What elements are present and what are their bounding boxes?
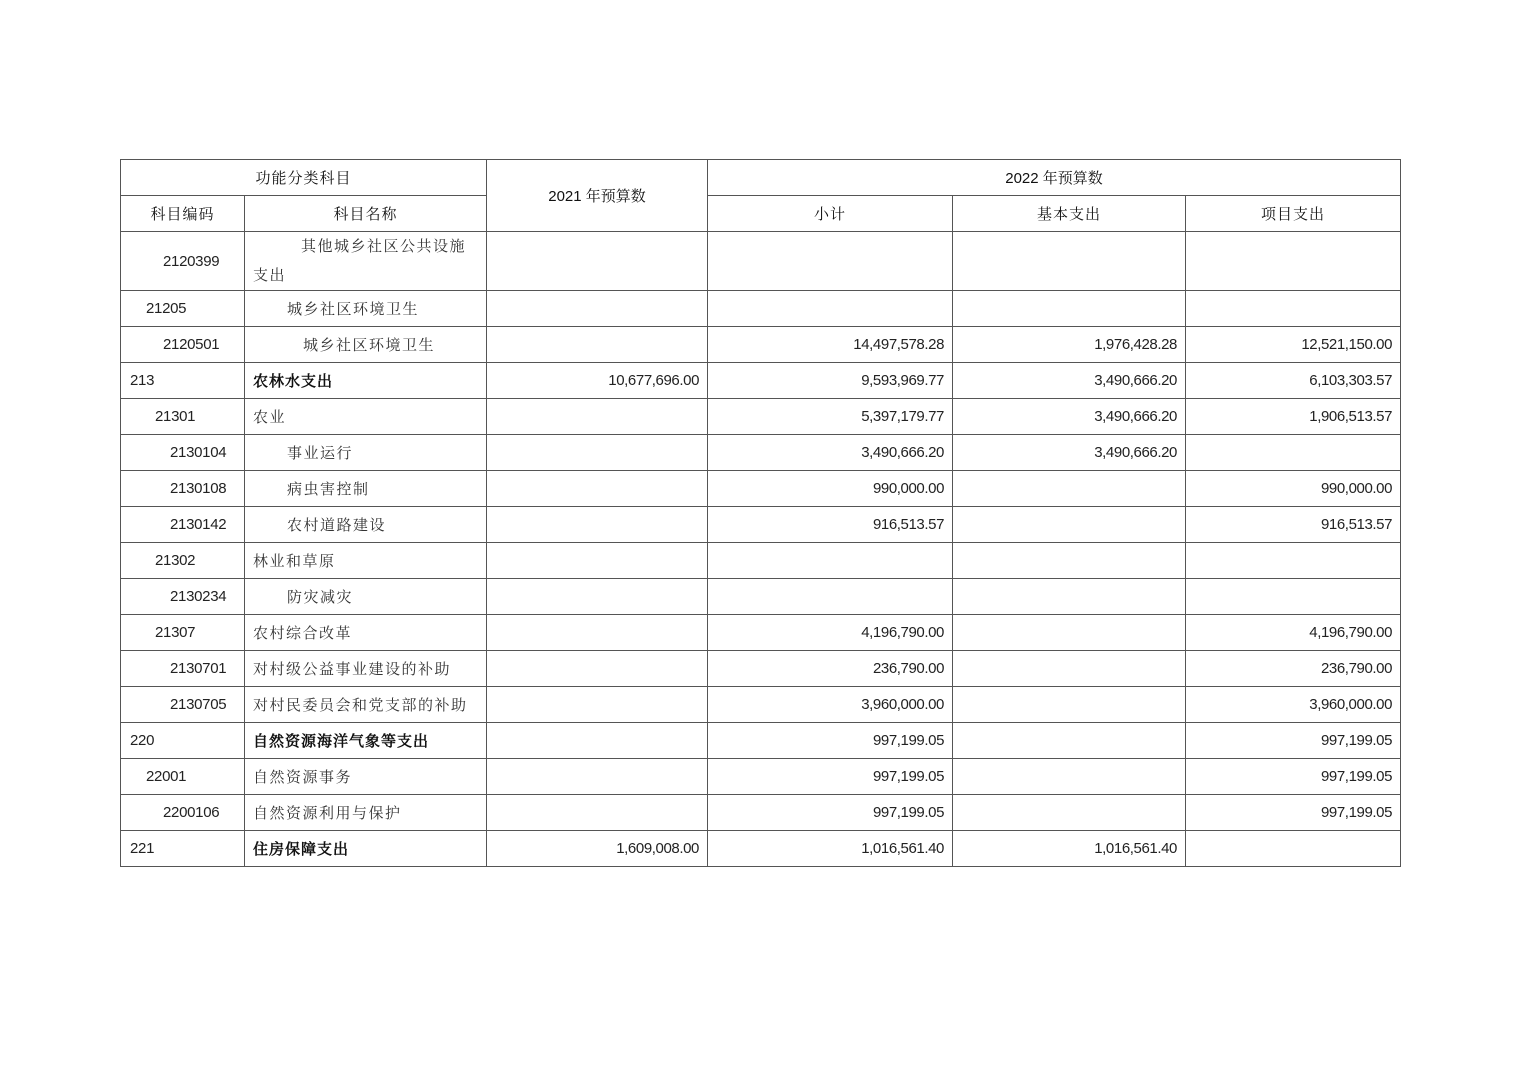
row-basic: 3,490,666.20	[953, 399, 1186, 435]
row-name: 其他城乡社区公共设施支出	[245, 232, 487, 291]
row-project	[1186, 435, 1401, 471]
row-name: 农业	[245, 399, 487, 435]
row-budget-2021	[487, 687, 708, 723]
table-row	[121, 435, 1401, 471]
header-basic: 基本支出	[953, 196, 1186, 232]
row-budget-2021	[487, 435, 708, 471]
row-project: 997,199.05	[1186, 795, 1401, 831]
row-budget-2021	[487, 507, 708, 543]
row-project	[1186, 831, 1401, 867]
row-basic: 3,490,666.20	[953, 363, 1186, 399]
header-subtotal: 小计	[708, 196, 953, 232]
row-code: 2130142	[121, 507, 245, 543]
table-row	[121, 579, 1401, 615]
row-project: 4,196,790.00	[1186, 615, 1401, 651]
row-budget-2021	[487, 579, 708, 615]
table-row	[121, 507, 1401, 543]
row-project	[1186, 291, 1401, 327]
row-subtotal	[708, 291, 953, 327]
row-basic	[953, 471, 1186, 507]
row-subtotal: 236,790.00	[708, 651, 953, 687]
table-row	[121, 327, 1401, 363]
row-project: 236,790.00	[1186, 651, 1401, 687]
header-code: 科目编码	[121, 196, 245, 232]
row-project: 3,960,000.00	[1186, 687, 1401, 723]
row-budget-2021	[487, 723, 708, 759]
row-code: 2130701	[121, 651, 245, 687]
row-project: 990,000.00	[1186, 471, 1401, 507]
row-project: 916,513.57	[1186, 507, 1401, 543]
row-budget-2021	[487, 795, 708, 831]
row-budget-2021	[487, 615, 708, 651]
row-code: 2130108	[121, 471, 245, 507]
row-project: 997,199.05	[1186, 723, 1401, 759]
row-name: 自然资源海洋气象等支出	[245, 723, 487, 759]
row-subtotal: 3,960,000.00	[708, 687, 953, 723]
row-code: 2120399	[121, 232, 245, 291]
row-code: 21205	[121, 291, 245, 327]
row-name: 住房保障支出	[245, 831, 487, 867]
row-project	[1186, 579, 1401, 615]
row-basic: 1,976,428.28	[953, 327, 1186, 363]
header-budget-2022: 2022 年预算数	[708, 160, 1401, 196]
row-basic	[953, 795, 1186, 831]
row-basic	[953, 579, 1186, 615]
row-basic: 1,016,561.40	[953, 831, 1186, 867]
table-row	[121, 363, 1401, 399]
row-subtotal: 14,497,578.28	[708, 327, 953, 363]
row-code: 2130705	[121, 687, 245, 723]
row-basic	[953, 723, 1186, 759]
row-subtotal: 4,196,790.00	[708, 615, 953, 651]
row-basic: 3,490,666.20	[953, 435, 1186, 471]
row-name: 城乡社区环境卫生	[245, 291, 487, 327]
table-row	[121, 795, 1401, 831]
row-name: 防灾减灾	[245, 579, 487, 615]
row-budget-2021	[487, 399, 708, 435]
row-name: 自然资源利用与保护	[245, 795, 487, 831]
row-code: 220	[121, 723, 245, 759]
row-basic	[953, 759, 1186, 795]
row-name: 农林水支出	[245, 363, 487, 399]
row-budget-2021: 1,609,008.00	[487, 831, 708, 867]
row-basic	[953, 651, 1186, 687]
row-name: 事业运行	[245, 435, 487, 471]
row-project: 6,103,303.57	[1186, 363, 1401, 399]
row-name: 病虫害控制	[245, 471, 487, 507]
row-subtotal: 997,199.05	[708, 795, 953, 831]
budget-table	[120, 159, 1401, 867]
row-subtotal: 1,016,561.40	[708, 831, 953, 867]
row-name: 对村民委员会和党支部的补助	[245, 687, 487, 723]
row-budget-2021	[487, 543, 708, 579]
row-name: 对村级公益事业建设的补助	[245, 651, 487, 687]
row-subtotal: 990,000.00	[708, 471, 953, 507]
table-row	[121, 291, 1401, 327]
row-name: 自然资源事务	[245, 759, 487, 795]
row-code: 221	[121, 831, 245, 867]
row-subtotal: 997,199.05	[708, 759, 953, 795]
row-budget-2021	[487, 291, 708, 327]
row-project: 12,521,150.00	[1186, 327, 1401, 363]
header-budget-2021: 2021 年预算数	[487, 160, 708, 232]
row-project: 997,199.05	[1186, 759, 1401, 795]
row-subtotal	[708, 232, 953, 291]
row-project	[1186, 543, 1401, 579]
row-basic	[953, 543, 1186, 579]
table-row	[121, 399, 1401, 435]
row-subtotal: 997,199.05	[708, 723, 953, 759]
header-name: 科目名称	[245, 196, 487, 232]
row-subtotal: 9,593,969.77	[708, 363, 953, 399]
header-project: 项目支出	[1186, 196, 1401, 232]
row-code: 21307	[121, 615, 245, 651]
row-project: 1,906,513.57	[1186, 399, 1401, 435]
table-row	[121, 543, 1401, 579]
row-subtotal: 5,397,179.77	[708, 399, 953, 435]
row-basic	[953, 615, 1186, 651]
table-row	[121, 471, 1401, 507]
row-code: 21302	[121, 543, 245, 579]
row-subtotal	[708, 579, 953, 615]
row-subtotal	[708, 543, 953, 579]
row-code: 2130234	[121, 579, 245, 615]
table-row	[121, 759, 1401, 795]
row-budget-2021: 10,677,696.00	[487, 363, 708, 399]
row-basic	[953, 291, 1186, 327]
row-subtotal: 916,513.57	[708, 507, 953, 543]
row-project	[1186, 232, 1401, 291]
row-budget-2021	[487, 327, 708, 363]
row-name: 林业和草原	[245, 543, 487, 579]
table-row	[121, 723, 1401, 759]
row-code: 2200106	[121, 795, 245, 831]
row-name: 城乡社区环境卫生	[245, 327, 487, 363]
row-budget-2021	[487, 759, 708, 795]
row-code: 22001	[121, 759, 245, 795]
table-row	[121, 651, 1401, 687]
header-func-category: 功能分类科目	[121, 160, 487, 196]
table-row	[121, 831, 1401, 867]
table-row	[121, 615, 1401, 651]
row-code: 2130104	[121, 435, 245, 471]
row-code: 2120501	[121, 327, 245, 363]
row-budget-2021	[487, 651, 708, 687]
row-budget-2021	[487, 232, 708, 291]
row-basic	[953, 687, 1186, 723]
row-subtotal: 3,490,666.20	[708, 435, 953, 471]
row-name: 农村综合改革	[245, 615, 487, 651]
row-basic	[953, 507, 1186, 543]
table-row	[121, 232, 1401, 291]
row-basic	[953, 232, 1186, 291]
row-name: 农村道路建设	[245, 507, 487, 543]
row-code: 21301	[121, 399, 245, 435]
row-budget-2021	[487, 471, 708, 507]
table-row	[121, 687, 1401, 723]
row-code: 213	[121, 363, 245, 399]
